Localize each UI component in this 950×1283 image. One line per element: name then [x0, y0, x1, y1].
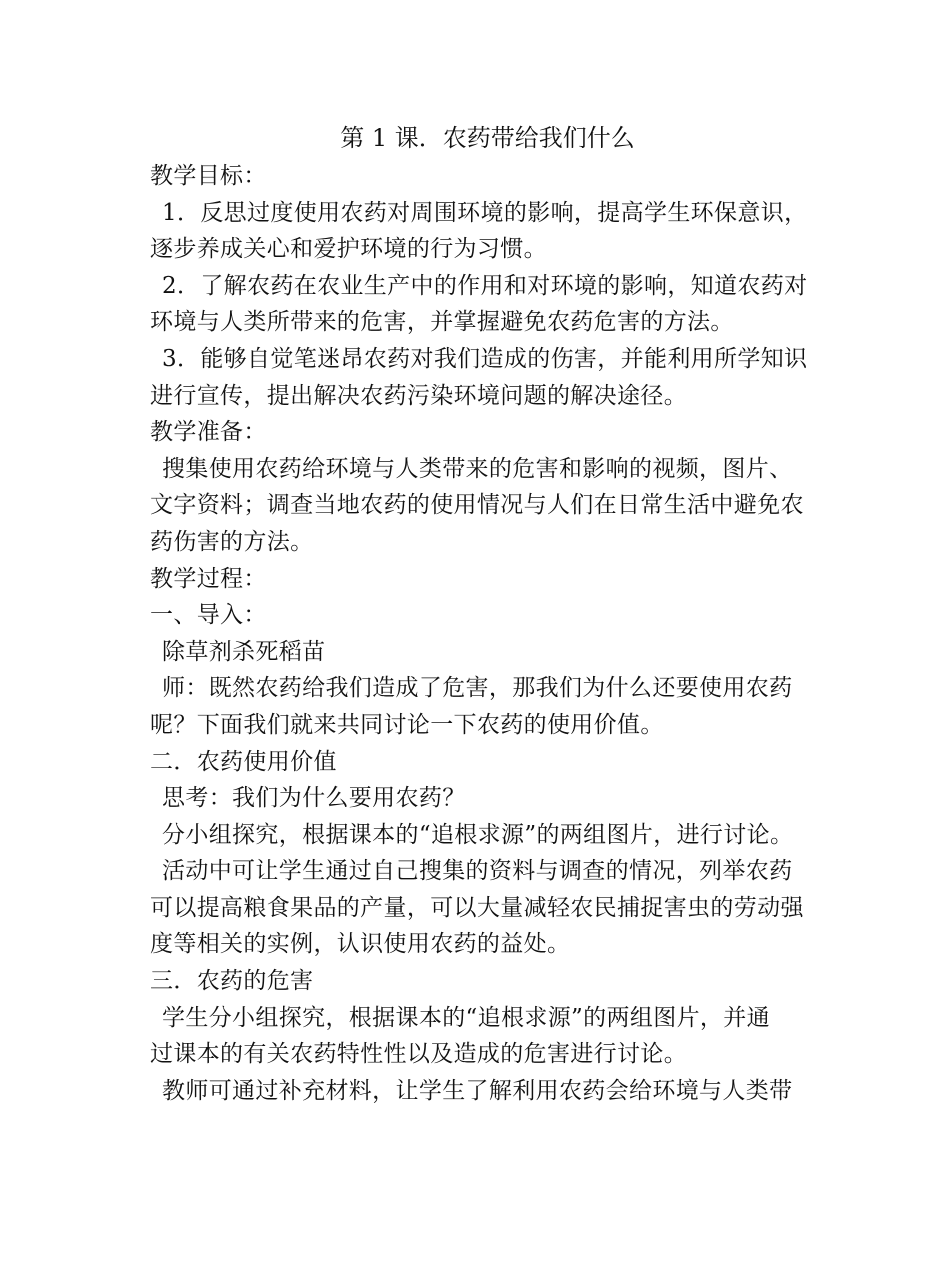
text-line: 进行宣传，提出解决农药污染环境问题的解决途径。	[150, 382, 688, 409]
text-line: 教师可通过补充材料，让学生了解利用农药会给环境与人类带	[162, 1077, 793, 1104]
text-line: 1．反思过度使用农药对周围环境的影响，提高学生环保意识，	[162, 199, 808, 226]
text-line: 度等相关的实例，认识使用农药的益处。	[150, 931, 571, 958]
text-line: 思考：我们为什么要用农药？	[162, 785, 466, 812]
text-line: 分小组探究，根据课本的“追根求源”的两组图片，进行讨论。	[162, 821, 794, 848]
section-heading: 二．农药使用价值	[150, 748, 337, 775]
text-line: 逐步养成关心和爱护环境的行为习惯。	[150, 236, 547, 263]
text-line: 环境与人类所带来的危害，并掌握避免农药危害的方法。	[150, 309, 734, 336]
text-line: 学生分小组探究，根据课本的“追根求源”的两组图片，并通	[162, 1004, 770, 1031]
lesson-title: 第 1 课．农药带给我们什么	[340, 124, 635, 152]
text-line: 过课本的有关农药特性性以及造成的危害进行讨论。	[150, 1041, 688, 1068]
section-heading: 一、导入：	[150, 602, 267, 629]
text-line: 2．了解农药在农业生产中的作用和对环境的影响，知道农药对	[162, 272, 808, 299]
lesson-body	[150, 158, 808, 1109]
text-line: 呢？下面我们就来共同讨论一下农药的使用价值。	[150, 711, 664, 738]
document-page	[150, 118, 808, 1109]
section-heading: 教学过程：	[150, 565, 267, 592]
text-line: 药伤害的方法。	[150, 528, 314, 555]
section-heading: 三．农药的危害	[150, 968, 314, 995]
section-heading: 教学目标：	[150, 163, 267, 189]
text-line: 文字资料；调查当地农药的使用情况与人们在日常生活中避免农	[150, 492, 804, 519]
text-line: 可以提高粮食果品的产量，可以大量减轻农民捕捉害虫的劳动强	[150, 894, 804, 921]
text-line: 3．能够自觉笔迷昂农药对我们造成的伤害，并能利用所学知识	[162, 345, 808, 372]
text-line: 除草剂杀死稻苗	[162, 638, 326, 665]
text-line: 师：既然农药给我们造成了危害，那我们为什么还要使用农药	[162, 675, 793, 702]
text-line: 活动中可让学生通过自己搜集的资料与调查的情况，列举农药	[162, 858, 793, 885]
text-line: 搜集使用农药给环境与人类带来的危害和影响的视频，图片、	[162, 455, 793, 482]
section-heading: 教学准备：	[150, 419, 267, 446]
